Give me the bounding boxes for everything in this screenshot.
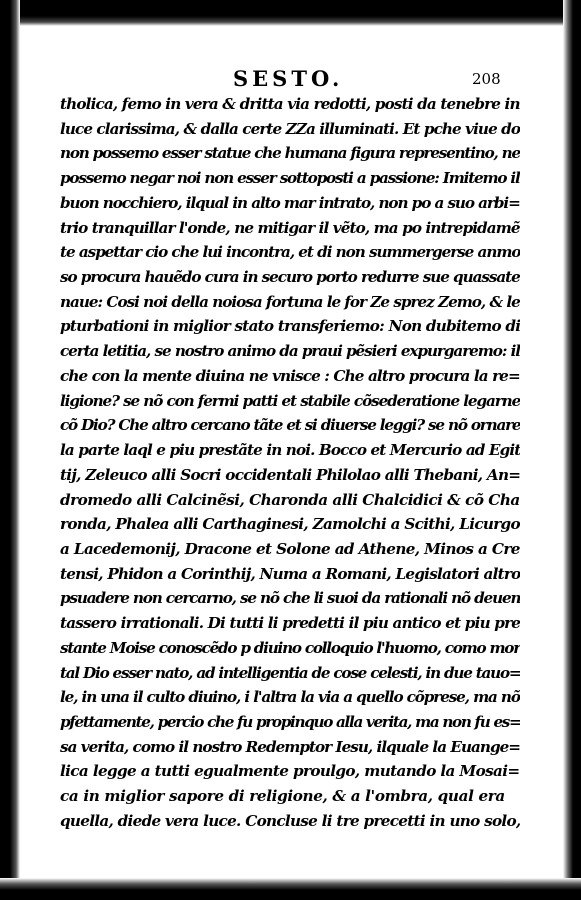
text-line: ca in miglior sapore di religione, & a l'ombra, qual era: [60, 787, 505, 806]
text-line: ronda, Phalea alli Carthaginesi, Zamolchi a Scithi, Licurgo: [60, 515, 520, 534]
text-line: te aspettar cio che lui incontra, et di non summergerse anmo: [60, 243, 520, 262]
text-line: la parte laql e piu prestãte in noi. Bocco et Mercurio ad Egit: [60, 441, 520, 460]
text-line: trio tranquillar l'onde, ne mitigar il vẽto, ma po intrepidamẽ: [60, 218, 520, 237]
text-line: cõ Dio? Che altro cercano tãte et si diuerse leggi? se nõ ornare: [60, 416, 520, 435]
text-line: a Lacedemonij, Dracone et Solone ad Athene, Minos a Cre: [60, 539, 520, 558]
text-line: dromedo alli Calcinẽsi, Charonda alli Chalcidici & cõ Cha: [60, 490, 520, 509]
text-line: psuadere non cercarno, se nõ che li suoi da rationali nõ deuen: [60, 589, 520, 608]
text-line: non possemo esser statue che humana figura representino, ne: [60, 144, 520, 163]
scan-border-top: [0, 0, 581, 26]
body-text: [60, 92, 520, 834]
scan-border-bottom: [0, 878, 581, 900]
text-line: tij, Zeleuco alli Socri occidentali Philolao alli Thebani, An=: [60, 465, 520, 484]
running-head: SESTO.: [233, 66, 344, 91]
text-line: buon nocchiero, ilqual in alto mar intrato, non po a suo arbi=: [60, 193, 520, 212]
text-line: tassero irrationali. Di tutti li predetti il piu antico et piu pre: [60, 614, 520, 633]
text-line: tensi, Phidon a Corinthij, Numa a Romani, Legislatori altro: [60, 564, 520, 583]
text-line: pfettamente, percio che fu propinquo alla verita, ma non fu es=: [60, 712, 520, 731]
text-line: pturbationi in miglior stato transferiemo: Non dubitemo di: [60, 317, 520, 336]
text-line: stante Moise conoscẽdo p diuino colloquio l'huomo, como mor: [60, 638, 520, 657]
text-line: luce clarissima, & dalla certe ZZa illuminati. Et pche viue do: [60, 119, 520, 138]
text-line: ligione? se nõ con fermi patti et stabile cõsederatione legarne: [60, 391, 520, 410]
text-line: che con la mente diuina ne vnisce : Che altro procura la re=: [60, 366, 520, 385]
scan-border-right: [563, 0, 581, 900]
text-line: le, in una il culto diuino, i l'altra la via a quello cõprese, ma nõ: [60, 688, 520, 707]
text-line: sa verita, como il nostro Redemptor Iesu, ilquale la Euange=: [60, 737, 520, 756]
text-line: tholica, femo in vera & dritta via redotti, posti da tenebre in: [60, 95, 520, 113]
text-line: so procura hauẽdo cura in securo porto redurre sue quassate: [60, 268, 520, 287]
book-page: [20, 26, 561, 878]
text-line: lica legge a tutti egualmente proulgo, mutando la Mosai=: [60, 762, 520, 781]
text-line: tal Dio esser nato, ad intelligentia de cose celesti, in due tauo=: [60, 663, 520, 682]
scan-border-left: [0, 0, 20, 900]
text-line: naue: Cosi noi della noiosa fortuna le for Ze sprez Zemo, & le: [60, 292, 520, 311]
page-number: 208: [472, 70, 501, 88]
text-line: possemo negar noi non esser sottoposti a passione: Imitemo il: [60, 169, 520, 188]
text-line: certa letitia, se nostro animo da praui pẽsieri expurgaremo: il: [60, 342, 520, 361]
text-line: quella, diede vera luce. Concluse li tre precetti in uno solo,: [60, 811, 520, 830]
